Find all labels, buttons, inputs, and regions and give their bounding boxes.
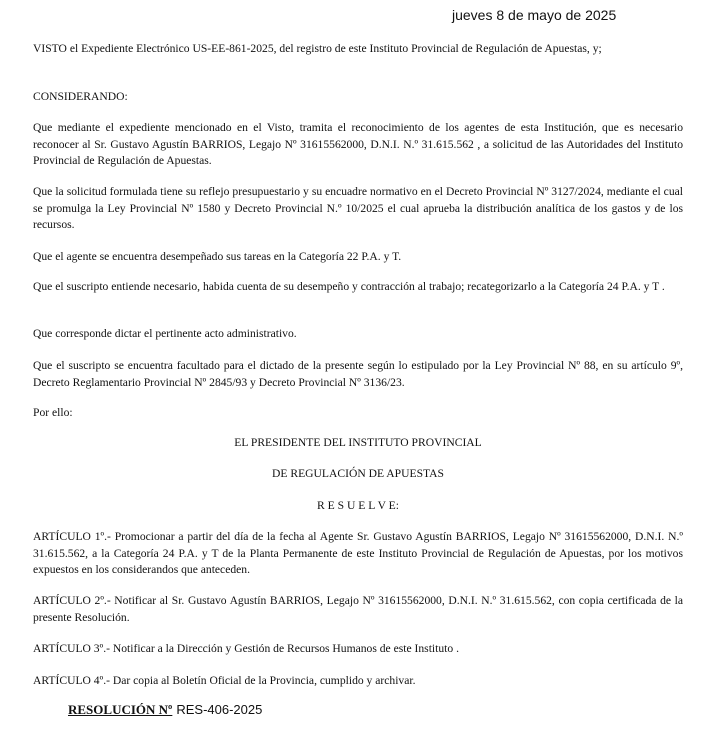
presidente-heading-line2: DE REGULACIÓN DE APUESTAS [271,467,444,480]
considerando-paragraph: Que el agente se encuentra desempeñado sus tareas en la Categoría 22 P.A. y T. [33,250,402,263]
resolution-number-line [68,702,262,718]
considerando-heading: CONSIDERANDO: [33,90,128,103]
por-ello-text: Por ello: [33,406,73,419]
articulo-paragraph: ARTÍCULO 2º.- Notificar al Sr. Gustavo Agustín BARRIOS, Legajo Nº 31615562000, D.N.I. N.º 31.615.562, con copia certificada de la presente Resolución. [33,594,683,624]
considerando-paragraph: Que mediante el expediente mencionado en el Visto, tramita el reconocimiento de los agentes de esta Institución, que es necesario reconocer al Sr. Gustavo Agustín BARRIOS, Legajo Nº 31615562000, D.N.I. N.º 31.615.562 , a solicitud de las Autoridades del Instituto Provincial de Regulación de Apuestas. [33,121,683,167]
document-date: jueves 8 de mayo de 2025 [452,7,617,23]
considerando-paragraph: Que la solicitud formulada tiene su reflejo presupuestario y su encuadre normativo en el Decreto Provincial Nº 3127/2024, mediante el cual se promulga la Ley Provincial Nº 1580 y Decreto Provincial N.º 10/2025 el cual aprueba la distribución analítica de los gastos y de los recursos. [33,185,683,231]
presidente-heading-line1: EL PRESIDENTE DEL INSTITUTO PROVINCIAL [234,436,482,449]
resolution-number: RES-406-2025 [176,702,263,717]
considerando-paragraph: Que corresponde dictar el pertinente acto administrativo. [33,327,297,340]
considerando-paragraph: Que el suscripto se encuentra facultado para el dictado de la presente según lo estipulado por la Ley Provincial Nº 88, en su artículo 9º, Decreto Reglamentario Provincial Nº 2845/93 y Decreto Provincial Nº 3136/23. [33,359,683,389]
articulo-paragraph: ARTÍCULO 4º.- Dar copia al Boletín Oficial de la Provincia, cumplido y archivar. [33,674,416,687]
articulo-paragraph: ARTÍCULO 1º.- Promocionar a partir del día de la fecha al Agente Sr. Gustavo Agustín BARRIOS, Legajo Nº 31615562000, D.N.I. N.º 31.615.562, a la Categoría 24 P.A. y T de la Planta Permanente de este Instituto Provincial de Regulación de Apuestas, por los motivos expuestos en los considerandos que anteceden. [33,530,683,576]
resuelve-heading: R E S U E L V E: [317,499,399,512]
articulo-paragraph: ARTÍCULO 3º.- Notificar a la Dirección y Gestión de Recursos Humanos de este Instituto . [33,642,459,655]
resolution-label: RESOLUCIÓN Nº [68,702,173,717]
considerando-paragraph: Que el suscripto entiende necesario, habida cuenta de su desempeño y contracción al trabajo; recategorizarlo a la Categoría 24 P.A. y T . [33,280,665,293]
visto-paragraph: VISTO el Expediente Electrónico US-EE-861-2025, del registro de este Instituto Provincial de Regulación de Apuestas, y; [33,42,602,55]
